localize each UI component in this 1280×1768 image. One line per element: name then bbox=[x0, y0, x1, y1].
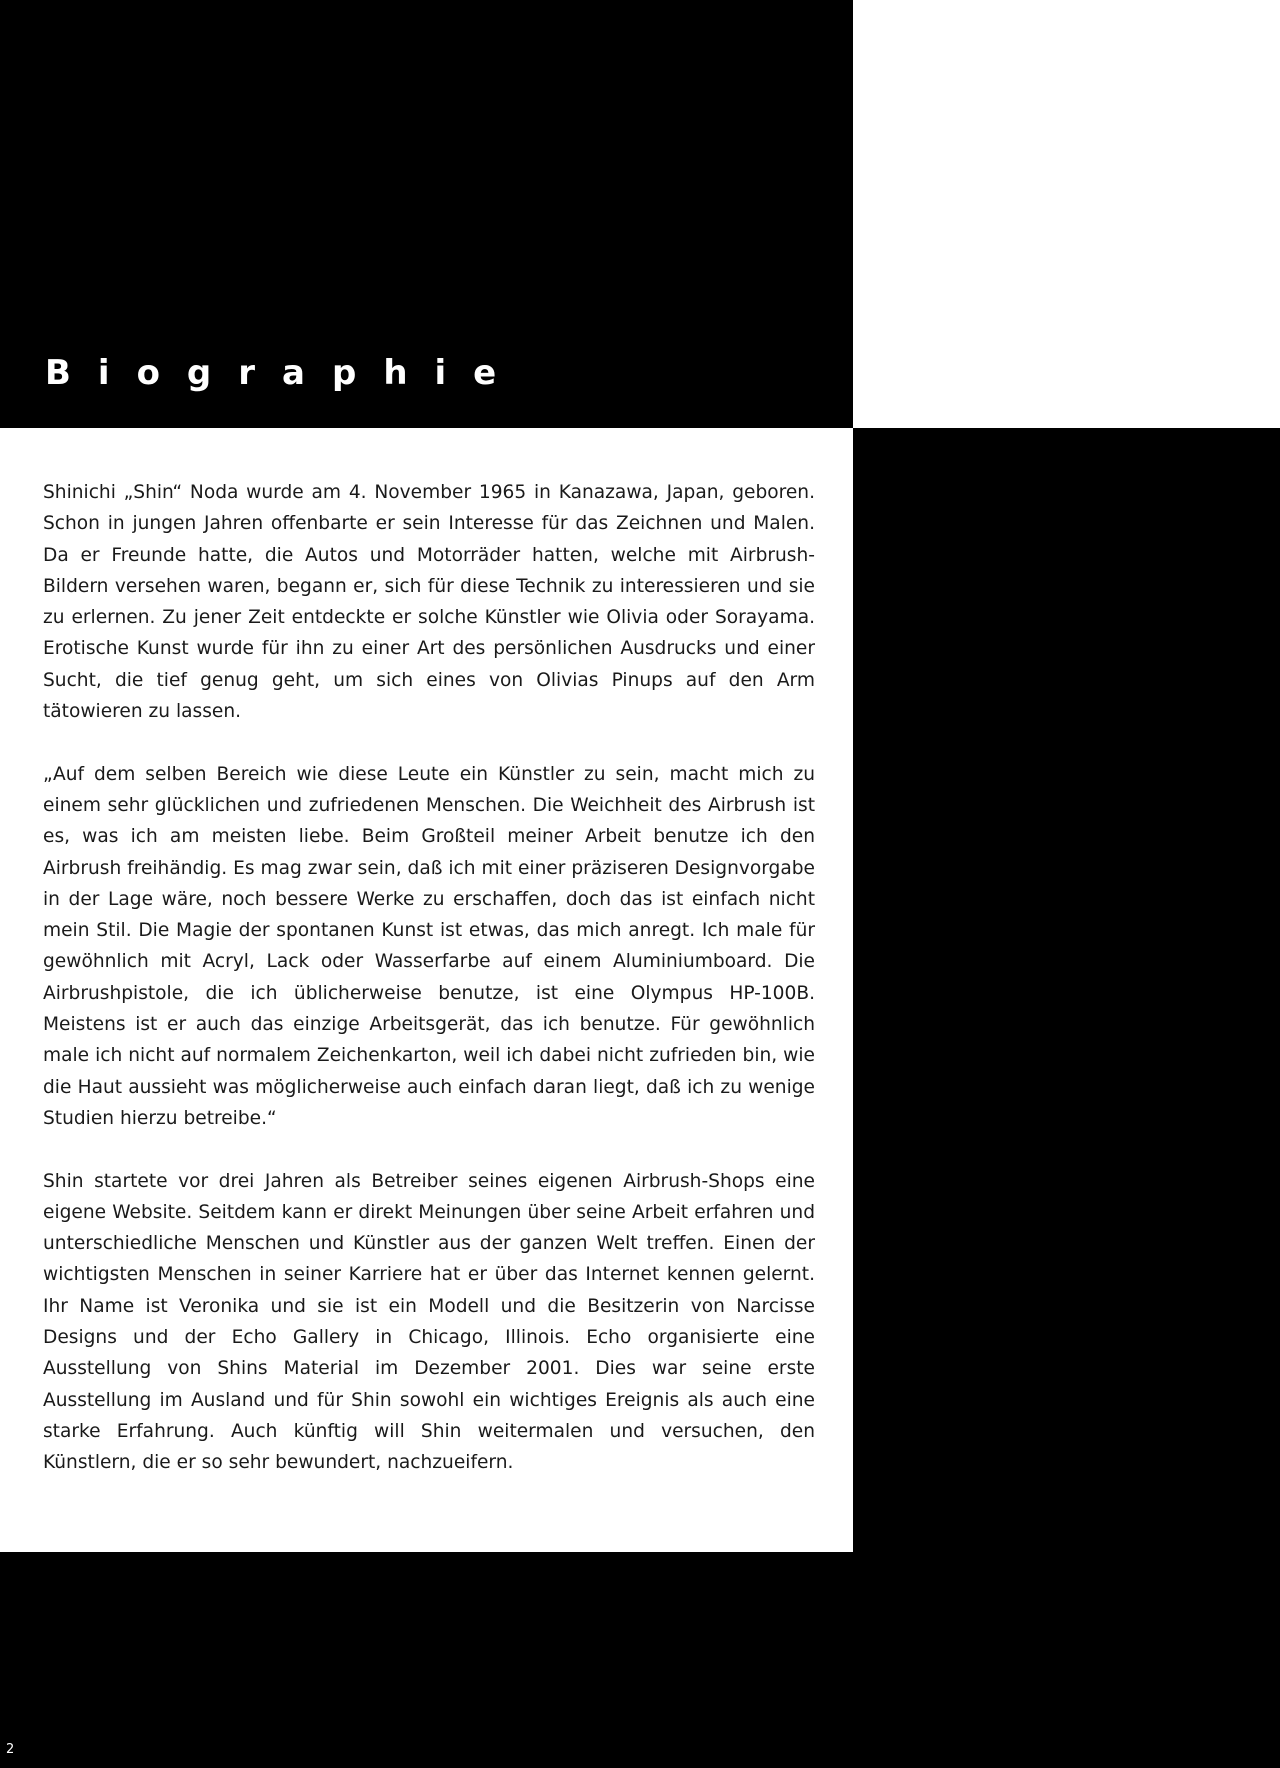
paragraph-quote: „Auf dem selben Bereich wie diese Leute ein Künstler zu sein, macht mich zu einem sehr glücklichen und zufriedenen Menschen. Die Weichheit des Airbrush ist es, was ich am meisten liebe. Beim Großteil meiner Arbeit benutze ich den Airbrush freihändig. Es mag zwar sein, daß ich mit einer präziseren Designvorgabe in der Lage wäre, noch bessere Werke zu erschaffen, doch das ist einfach nicht mein Stil. Die Magie der spontanen Kunst ist etwas, das mich anregt. Ich male für gewöhnlich mit Acryl, Lack oder Wasserfarbe auf einem Aluminiumboard. Die Airbrushpistole, die ich üblicherweise benutze, ist eine Olympus HP-100B. Meistens ist er auch das einzige Arbeitsgerät, das ich benutze. Für gewöhnlich male ich nicht auf normalem Zeichenkarton, weil ich dabei nicht zufrieden bin, wie die Haut aussieht was möglicherweise auch einfach daran liegt, daß ich zu wenige Studien hierzu betreibe.“ bbox=[43, 763, 815, 1129]
page-number: 2 bbox=[6, 1742, 15, 1757]
bottom-black-block bbox=[0, 1552, 1280, 1768]
paragraph-early-life: Shinichi „Shin“ Noda wurde am 4. November 1965 in Kanazawa, Japan, geboren. Schon in jungen Jahren offenbarte er sein Interesse für das Zeichnen und Malen. Da er Freunde hatte, die Autos und Motorräder hatten, welche mit Airbrush-Bildern versehen waren, begann er, sich für diese Technik zu interessieren und sie zu erlernen. Zu jener Zeit entdeckte er solche Künstler wie Olivia oder Sorayama. Erotische Kunst wurde für ihn zu einer Art des persönlichen Ausdrucks und einer Sucht, die tief genug geht, um sich eines von Olivias Pinups auf den Arm tätowieren zu lassen. bbox=[43, 482, 815, 723]
paragraph-career: Shin startete vor drei Jahren als Betreiber seines eigenen Airbrush-Shops eine eigene Website. Seitdem kann er direkt Meinungen über seine Arbeit erfahren und unterschiedliche Menschen und Künstler aus der ganzen Welt treffen. Einen der wichtigsten Menschen in seiner Karriere hat er über das Internet kennen gelernt. Ihr Name ist Veronika und sie ist ein Modell und die Besitzerin von Narcisse Designs und der Echo Gallery in Chicago, Illinois. Echo organisierte eine Ausstellung von Shins Material im Dezember 2001. Dies war seine erste Ausstellung im Ausland und für Shin sowohl ein wichtiges Ereignis als auch eine starke Erfahrung. Auch künftig will Shin weitermalen und versuchen, den Künstlern, die er so sehr bewundert, nachzueifern. bbox=[43, 1170, 815, 1474]
page-title: Biographie bbox=[45, 353, 524, 393]
biography-text bbox=[43, 477, 815, 1510]
